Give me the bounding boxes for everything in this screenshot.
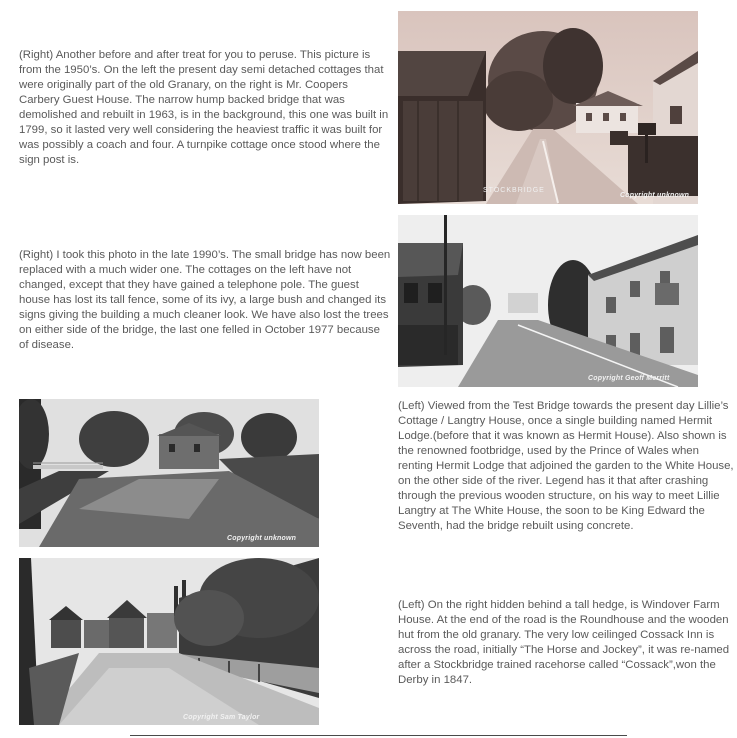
- photo-credit: Copyright unknown: [620, 192, 690, 199]
- photo-credit: Copyright unknown: [227, 535, 297, 542]
- photo-credit: Copyright Geoff Merritt: [588, 375, 670, 382]
- photo-credit: Copyright Sam Taylor: [183, 714, 260, 721]
- text-paragraph-hermit-lodge: (Left) Viewed from the Test Bridge towards the present day Lillie’s Cottage / Langtry House, once a single building named Hermit Lodge.(before that it was known as Hermit House). Also shown is the renowned footbridge, used by the Prince of Wales when renting Hermit Lodge that adjoined the garden to the White House, on the other side of the river. Legend has it that after crashing through the previous wooden structure, on his way to meet Lillie Langtry at The White House, the soon to be King Edward the Seventh, had the bridge rebuilt using concrete.: [398, 400, 734, 532]
- text-paragraph-windover-farm: (Left) On the right hidden behind a tall hedge, is Windover Farm House. At the end of the road is the Roundhouse and the wooden hut from the old granary. The very low ceilinged Cossack Inn is across the road, initially “The Horse and Jockey”, it was re-named after a Stockbridge trained racehorse called “Cossack”,won the Derby in 1847.: [398, 599, 730, 686]
- photo-road-windover-farm: [19, 558, 319, 725]
- photo-1990s-stockbridge-street: [398, 215, 698, 387]
- photo-river-hermit-lodge: [19, 399, 319, 547]
- horizontal-divider: [130, 735, 627, 736]
- text-paragraph-1990s-bridge: (Right) I took this photo in the late 1990’s. The small bridge has now been replaced with a much wider one. The cottages on the left have not changed, except that they have gained a telephone pole. The guest house has lost its tall fence, some of its ivy, a large bush and changed its signs giving the building a much cleaner look. We have also lost the trees on either side of the bridge, the last one felled in October 1977 because of disease.: [19, 249, 391, 351]
- text-paragraph-1950s-bridge: (Right) Another before and after treat for you to peruse. This picture is from the 1950’s. On the left the present day semi detached cottages that were originally part of the old Granary, on the right is Mr. Coopers Carbery Guest House. The narrow hump backed bridge that was demolished and rebuilt in 1963, is in the background, this one was built in 1799, so it lasted very well considering the heaviest traffic it was built for was possibly a coach and four. A turnpike cottage once stood where the sign post is.: [19, 49, 389, 166]
- photo-sign-text: STOCKBRIDGE: [483, 187, 545, 194]
- photo-1950s-stockbridge-street: [398, 11, 698, 204]
